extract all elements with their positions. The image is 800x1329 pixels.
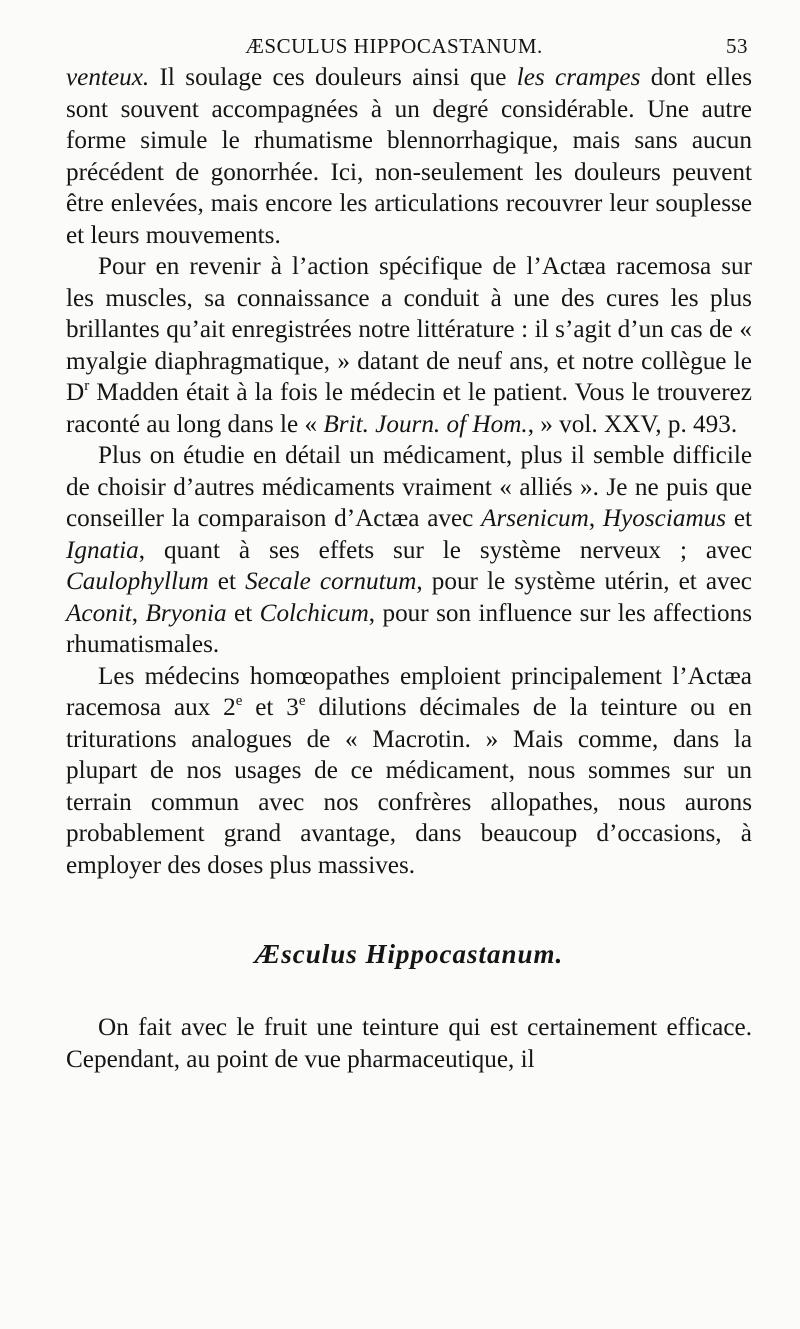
italic-word: venteux. xyxy=(66,64,150,91)
remedy-name: Caulophyllum xyxy=(66,568,209,595)
text-span: et xyxy=(726,505,752,532)
text-span: , pour son influence sur les affections rhumatismales. xyxy=(66,599,753,658)
text-span: Pour en revenir à l’action spécifique de l’Actæa racemosa sur les muscles, sa connaissance a conduit à une des cures les plus brillantes qu’ait enregistrées notre littérature : il s’agit d’un cas de « myalgie diaphragmatique, » datant de neuf ans, et notre collègue le D xyxy=(66,253,752,406)
remedy-name: Secale cornutum xyxy=(245,568,417,595)
text-span: , quant à ses effets sur le système nerveux ; avec xyxy=(138,536,752,564)
text-span: dilutions décimales de la teinture ou en triturations analogues de « Macrotin. » Mais comme, dans la plupart de nos usages de ce médicament, nous sommes sur un terrain commun avec nos confrères allopathes, nous aurons probablement grand avantage, dans beaucoup d’occasions, à employer des doses plus massives. xyxy=(66,694,752,879)
text-span: et xyxy=(208,568,246,595)
body-text xyxy=(66,62,752,1075)
superscript: r xyxy=(84,378,90,394)
superscript: e xyxy=(298,693,306,709)
text-span: Plus on étudie en détail un médicament, plus il semble difficile de choisir d’autres médicaments vraiment « alliés ». Je ne puis que conseiller la comparaison d’Actæa avec xyxy=(66,442,752,532)
text-span: , pour le système utérin, et avec xyxy=(416,568,752,595)
text-span: et 3 xyxy=(242,694,299,721)
text-span: , » vol. XXV, p. 493. xyxy=(527,410,738,438)
page-number: 53 xyxy=(726,34,748,58)
text-span: Il soulage ces douleurs ainsi que xyxy=(149,64,517,91)
text-span: On fait avec le fruit une teinture qui est certainement efficace. Cependant, au point de vue pharmaceutique, il xyxy=(66,1014,752,1073)
italic-phrase: les crampes xyxy=(516,64,641,91)
paragraph-5 xyxy=(66,1012,752,1075)
remedy-name: Colchicum xyxy=(259,599,369,627)
remedy-name: Arsenicum xyxy=(481,505,589,532)
text-span: et xyxy=(226,599,260,627)
journal-title: Brit. Journ. of Hom. xyxy=(323,410,528,438)
remedy-name: Bryonia xyxy=(145,599,227,627)
text-span: , xyxy=(588,505,603,532)
text-span: , xyxy=(131,599,146,627)
paragraph-4 xyxy=(66,661,752,882)
section-heading: Æsculus Hippocastanum. xyxy=(254,939,564,969)
text-span: Madden était à la fois le médecin et le patient. Vous le trouverez raconté au long dans le « xyxy=(66,379,752,438)
running-title: ÆSCULUS HIPPOCASTANUM. xyxy=(245,34,543,58)
text-span: dont elles sont souvent accompagnées à un degré considérable. Une autre forme simule le rhumatisme blennorrhagique, mais sans aucun précédent de gonorrhée. Ici, non-seulement les douleurs peuvent être enlevées, mais encore les articulations recouvrer leur souplesse et leurs mouvements. xyxy=(66,64,752,249)
text-span: Les médecins homœopathes emploient principalement l’Actæa racemosa aux 2 xyxy=(66,662,752,721)
remedy-name: Hyosciamus xyxy=(602,505,727,532)
paragraph-3 xyxy=(66,440,752,661)
superscript: e xyxy=(235,693,243,709)
remedy-name: Aconit xyxy=(66,599,132,627)
remedy-name: Ignatia xyxy=(66,536,139,564)
running-head xyxy=(66,22,752,62)
paragraph-2 xyxy=(66,251,752,440)
paragraph-1 xyxy=(66,62,752,251)
